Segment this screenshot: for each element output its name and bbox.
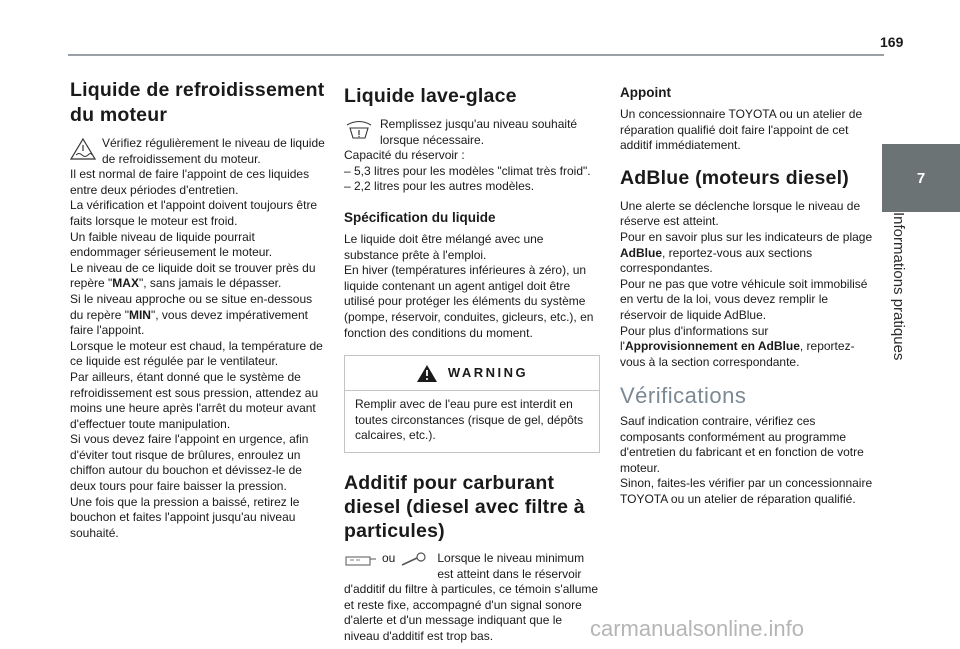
coolant-title-line2: du moteur	[70, 104, 168, 126]
coolant-p4-text-end: ", sans jamais le dépasser.	[138, 276, 282, 291]
warning-header	[345, 356, 599, 391]
adblue-supply-bold: Approvisionnement en AdBlue	[624, 339, 800, 354]
spec-p1: Le liquide doit être mélangé avec une substance prête à l'emploi.	[344, 231, 544, 262]
additive-text: d'additif du filtre à particules, ce témoin s'allume et reste fixe, accompagné d'un signal sonore d'alerte et d'un message indiquant que le niveau d'additif est trop bas.	[344, 582, 599, 643]
washer-cap2: – 2,2 litres pour les autres modèles.	[344, 179, 535, 194]
page-number: 169	[880, 34, 904, 50]
wrench-icon	[399, 551, 433, 569]
coolant-p9: Une fois que la pression a baissé, retirez le bouchon et faites l'appoint jusqu'au niveau souhaité.	[70, 494, 300, 540]
spec-p2: En hiver (températures inférieures à zéro), un liquide contenant un agent antigel doit être utilisé pour protéger les éléments du système (pompe, réservoir, conduites, gicleurs, etc.), en fonction des conditions du moment.	[344, 263, 594, 340]
adblue-p2	[620, 230, 876, 277]
warning-icon	[416, 364, 438, 383]
coolant-warning-text: Vérifiez régulièrement le niveau de liquide de refroidissement du moteur.	[102, 136, 325, 166]
verif-p2: Sinon, faites-les vérifier par un concessionnaire TOYOTA ou un atelier de réparation qualifié.	[620, 476, 873, 506]
adblue-p1: Une alerte se déclenche lorsque le niveau de réserve est atteint.	[620, 198, 861, 229]
washer-title: Liquide lave-glace	[344, 85, 517, 107]
chapter-title	[890, 212, 910, 390]
adblue-p4-end: , reportez-vous à la section correspondante.	[620, 339, 855, 369]
coolant-p4-text: Le niveau de ce liquide doit se trouver près du repère "	[70, 260, 316, 291]
washer-fill-row	[344, 117, 600, 148]
adblue-p2-text: Pour en savoir plus sur les indicateurs de plage	[620, 229, 873, 244]
washer-fill-text: Remplissez jusqu'au niveau souhaité lorsque nécessaire.	[380, 117, 578, 147]
adblue-p3: Pour ne pas que votre véhicule soit immobilisé en vertu de la loi, vous devez remplir le réservoir de liquide AdBlue.	[620, 276, 868, 322]
adblue-bold: AdBlue	[620, 245, 662, 260]
warning-triangle-icon	[70, 138, 96, 160]
verifications-title: Vérifications	[620, 383, 747, 409]
chapter-title-text: Informations pratiques	[890, 212, 907, 361]
coolant-p6: Lorsque le moteur est chaud, la température de ce liquide est régulée par le ventilateur.	[70, 338, 323, 369]
coolant-p5-text: Si le niveau approche ou se situe en-dessous du repère "	[70, 291, 313, 322]
coolant-title-line1: Liquide de refroidissement	[70, 79, 325, 101]
washer-fluid-icon	[344, 119, 374, 139]
additive-text-start: Lorsque le niveau minimum est atteint dans le réservoir	[437, 550, 585, 581]
adblue-p4	[620, 324, 876, 371]
adblue-p2-end: , reportez-vous aux sections correspondantes.	[620, 245, 813, 276]
adblue-title: AdBlue (moteurs diesel)	[620, 166, 849, 189]
additive-or: ou	[382, 550, 396, 565]
coolant-p7: Par ailleurs, étant donné que le système de refroidissement est sous pression, attendez au moins une heure après l'arrêt du moteur avant d'effectuer toute manipulation.	[70, 369, 319, 431]
right-column	[620, 78, 876, 507]
verif-p1: Sauf indication contraire, vérifiez ces composants conformément au programme d'entretien du fabricant et en fonction de votre moteur.	[620, 413, 864, 475]
coolant-p2: La vérification et l'appoint doivent toujours être faits lorsque le moteur est froid.	[70, 198, 318, 228]
coolant-p5-text-end: ", vous devez impérativement faire l'appoint.	[70, 307, 308, 338]
appoint-title: Appoint	[620, 85, 671, 100]
appoint-text: Un concessionnaire TOYOTA ou un atelier de réparation qualifié doit faire l'appoint de cet additif immédiatement.	[620, 107, 863, 153]
chapter-tab: 7	[882, 144, 960, 212]
washer-section	[344, 78, 600, 644]
watermark: carmanualsonline.info	[590, 616, 805, 641]
coolant-p1: Il est normal de faire l'appoint de ces liquides entre deux périodes d'entretien.	[70, 167, 310, 197]
header-rule	[68, 54, 884, 56]
coolant-p4	[70, 261, 326, 292]
coolant-warning-row	[70, 136, 326, 167]
coolant-p5	[70, 292, 326, 339]
coolant-section	[70, 78, 326, 541]
additive-tank-icon	[344, 551, 378, 569]
additive-title: Additif pour carburant diesel (diesel avec filtre à particules)	[344, 471, 585, 542]
coolant-p3: Un faible niveau de liquide pourrait endommager sérieusement le moteur.	[70, 229, 273, 260]
coolant-title	[70, 78, 326, 128]
warning-text: Remplir avec de l'eau pure est interdit en toutes circonstances (risque de gel, dépôts calcaires, etc.).	[355, 397, 584, 443]
coolant-p8: Si vous devez faire l'appoint en urgence, afin d'éviter tout risque de brûlures, enroulez un chiffon autour du bouchon et dévissez-le de deux tours pour faire baisser la pression.	[70, 432, 309, 494]
additive-row	[344, 551, 600, 582]
min-mark: MIN	[128, 307, 151, 322]
washer-cap1: – 5,3 litres pour les modèles "climat très froid".	[344, 163, 591, 178]
adblue-p4-text: Pour plus d'informations sur l'	[620, 323, 769, 354]
washer-capacity: Capacité du réservoir :	[344, 148, 465, 163]
spec-title: Spécification du liquide	[344, 209, 496, 225]
warning-label: WARNING	[447, 365, 529, 381]
max-mark: MAX	[112, 276, 139, 291]
warning-box	[344, 355, 600, 453]
